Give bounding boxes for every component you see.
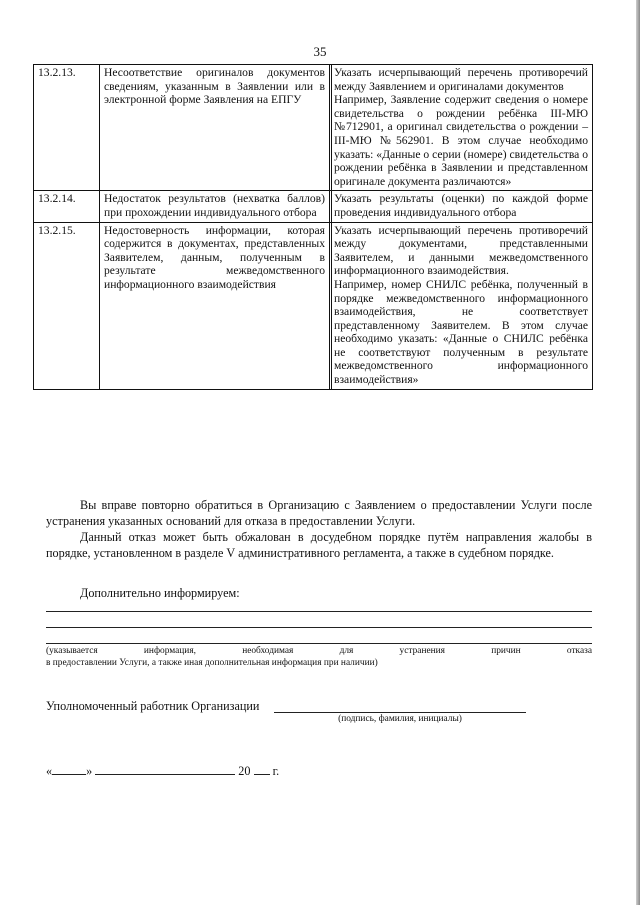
table-row [34, 222, 593, 389]
signature-field[interactable] [274, 712, 526, 713]
note-line: в предоставлении Услуги, а также иная дополнительная информация при наличии) [46, 658, 378, 668]
scan-page-edge [636, 0, 640, 905]
action-paragraph: Например, номер СНИЛС ребёнка, полученный в порядке межведомственного информационного взаимодействия, не соответствует представленному Заявителем. В этом случае необходимо указать: «Данные о СНИЛС ребёнка не соответствуют полученным в результате межведомственного информационного взаимодействия» [334, 277, 588, 387]
cell-inner-border [331, 65, 334, 190]
action-paragraph: Указать результаты (оценки) по каждой форме проведения индивидуального отбора [334, 192, 588, 219]
refusal-reasons-table [33, 64, 593, 390]
reason-number: 13.2.15. [34, 222, 100, 389]
cell-inner-border [331, 191, 334, 221]
additional-info-label: Дополнительно информируем: [80, 586, 240, 600]
date-close-quote: » [86, 764, 93, 778]
date-open-quote: « [46, 764, 53, 778]
date-month-field[interactable] [95, 763, 235, 775]
cell-inner-border [331, 223, 334, 389]
page-number: 35 [313, 44, 327, 59]
signature-hint: (подпись, фамилия, инициалы) [338, 714, 462, 724]
reason-text: Недостоверность информации, которая содержится в документах, представленных Заявителем, данным, полученным в результате межведомственного информационного взаимодействия [100, 222, 330, 389]
signature-label: Уполномоченный работник Организации [46, 699, 260, 713]
reason-number: 13.2.13. [34, 65, 100, 191]
additional-info-note [46, 645, 592, 669]
date-year-field[interactable] [254, 763, 270, 775]
required-action [330, 65, 593, 191]
additional-info-line[interactable] [46, 627, 592, 628]
additional-info-line[interactable] [46, 611, 592, 612]
required-action [330, 222, 593, 389]
reason-text: Недостаток результатов (нехватка баллов) при прохождении индивидуального отбора [100, 191, 330, 222]
additional-info-line[interactable] [46, 643, 592, 644]
date-row [46, 763, 279, 779]
table-row [34, 191, 593, 222]
date-day-field[interactable] [52, 763, 86, 775]
action-paragraph: Например, Заявление содержит сведения о номере свидетельства о рождении ребёнка III-МЮ №712901, а оригинал свидетельства о рождении – III-МЮ №562901. В этом случае необходимо указать: «Данные о серии (номере) свидетельства о рождении ребёнка в Заявлении и представленном оригинале документа различаются» [334, 93, 588, 188]
action-paragraph: Указать исчерпывающий перечень противоречий между документами, представленными Заявителем, и данными межведомственного информационного взаимодействия. [334, 223, 588, 278]
date-year-suffix: г. [272, 764, 280, 778]
appeal-paragraph: Данный отказ может быть обжалован в досудебном порядке путём направления жалобы в порядке, установленном в разделе V административного регламента, а также в судебном порядке. [46, 530, 592, 560]
action-paragraph: Указать исчерпывающий перечень противоречий между Заявлением и оригиналами документов [334, 66, 588, 93]
reapply-paragraph: Вы вправе повторно обратиться в Организацию с Заявлением о предоставлении Услуги после устранения указанных оснований для отказа в предоставлении Услуги. [46, 498, 592, 528]
required-action [330, 191, 593, 222]
reason-number: 13.2.14. [34, 191, 100, 222]
reason-text: Несоответствие оригиналов документов сведениям, указанным в Заявлении или в электронной форме Заявления на ЕПГУ [100, 65, 330, 191]
note-line: (указывается информация, необходимая для устранения причин отказа [46, 646, 592, 656]
date-year-prefix: 20 [238, 764, 251, 778]
table-row [34, 65, 593, 191]
